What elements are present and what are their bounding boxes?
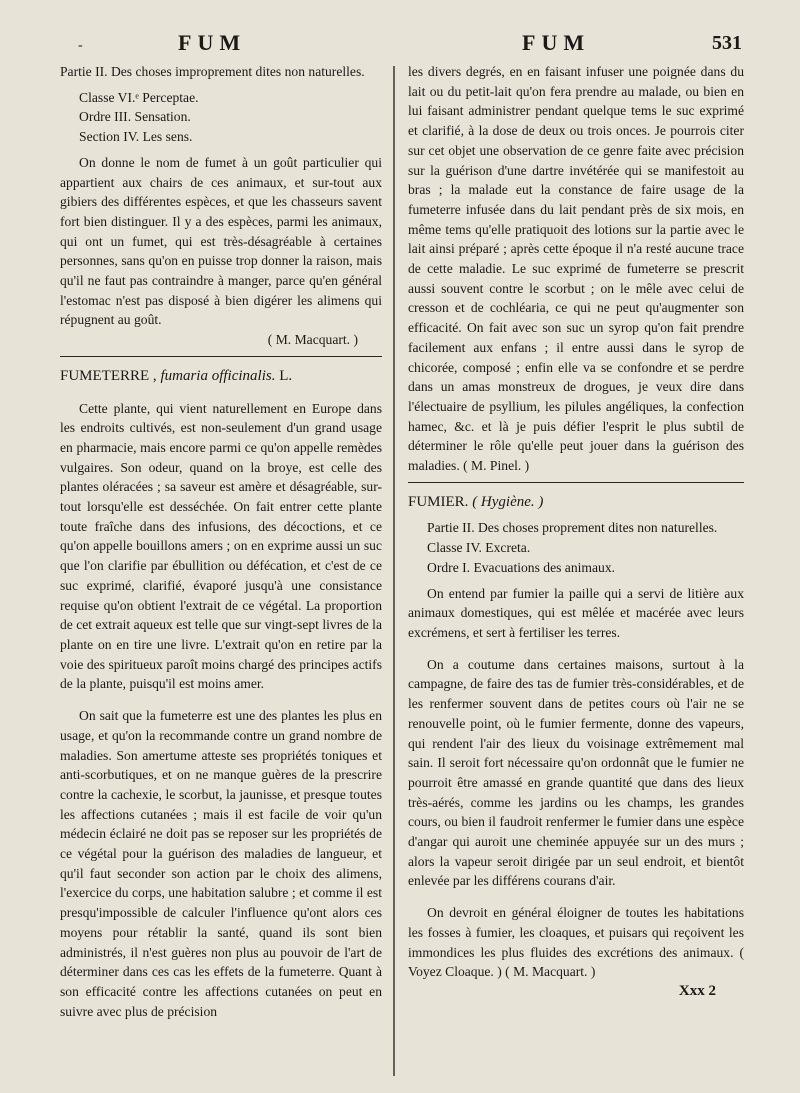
signature-mark: Xxx 2 <box>678 982 716 999</box>
page-number: 531 <box>712 32 742 54</box>
fumet-paragraph: On donne le nom de fumet à un goût particulier qui appartient aux chairs de ces animaux, et sur-tout aux gibiers des différentes espèces, et que les chasseurs savent fort bien distinguer. Il y a des espèces, parmi les animaux, qui ont un fumet, qui est très-désagréable à certaines personnes, sans qu'on en puisse trop donner la raison, mais qu'il ne faut pas contraindre à manger, parce qu'en général l'estomac n'est pas disposé à bien digérer les alimens qui répugnent au goût. <box>60 154 382 328</box>
section-rule <box>60 356 382 357</box>
continuation-signature: ( M. Pinel. ) <box>463 458 530 474</box>
fumeterre-paragraph-2: On sait que la fumeterre est une des plantes les plus en usage, et qu'on la recommande contre un grand nombre de maladies. Son amertume atteste ses propriétés toniques et anti-scorbutiques, et on ne manque guères de la prescrire contre la cachexie, le scorbut, la jaunisse, et presque toutes les affections cutanées ; mais il est facile de voir qu'un médecin éclairé ne doit pas se reposer sur les propriétés de ce végétal pour la guérison des maladies de langueur, et qu'il faut seconder son action par le choix des alimens, l'exercice du corps, une habitation salubre ; et comme il est presqu'impossible de calculer l'influence qu'ont alors ces moyens pour rétablir la santé, quand ils sont bien administrés, il n'est guères non plus au pouvoir de l'art de déterminer dans ces cas les effets de la fumeterre. Quant à son efficacité contre les affections cutanées on peut en suivre avec plus de précision <box>60 708 382 1019</box>
continuation-paragraph <box>408 62 744 476</box>
classe-line-right: Classe IV. Excreta. <box>427 540 531 556</box>
ordre-line-right: Ordre I. Evacuations des animaux. <box>427 559 616 575</box>
right-column <box>408 62 744 1002</box>
corner-mark: - <box>78 38 83 53</box>
column-divider <box>393 66 395 1076</box>
running-head-left: FUM <box>178 30 247 55</box>
fumeterre-title: FUMETERRE , <box>60 367 157 384</box>
fumier-paragraph-3: On devroit en général éloigner de toutes les habitations les fosses à fumier, les cloaques, et puisars qui reçoivent les immondices les plus fluides des excrétions des animaux. ( Voyez Cloaque. ) ( M. Macquart. ) <box>408 905 744 980</box>
fumeterre-author: L. <box>279 367 293 384</box>
section-rule-right <box>408 482 744 483</box>
partie-line-right: Partie II. Des choses proprement dites non naturelles. <box>427 520 718 536</box>
fumet-signature: ( M. Macquart. ) <box>267 332 358 348</box>
section-line: Section IV. Les sens. <box>79 129 193 145</box>
classe-line: Classe VI.ᵉ Perceptae. <box>79 89 199 105</box>
continuation-text: les divers degrés, en en faisant infuser une poignée dans du lait ou du petit-lait qu'on fera prendre au malade, ou bien en lui faisant administrer pendant quelque tems le suc exprimé et clarifié, à la dose de deux ou trois onces. Je pourrois citer sur cet objet une observation de ce genre faite avec précision sur la guérison d'une dartre invétérée qui se manifestoit au bras ; la malade eut la constance de faire usage de la fumeterre infusée dans du lait pendant près de six mois, en même tems qu'elle pratiquoit des lotions sur la partie avec le lait ainsi préparé ; après cette époque il n'a resté aucune trace de cette maladie. Le suc exprimé de fumeterre se prescrit aussi souvent contre le scorbut ; on le mêle avec celui de cresson et de cochléaria, ce qui ne peut qu'augmenter son efficacité. On fait avec son suc un syrop qu'on fait prendre facilement aux enfans ; il entre aussi dans le syrop de chicorée, composé ; enfin elle va se confondre et se perdre dans un amas monstreux de drogues, je veux dire dans l'électuaire de psyllium, les pilules angéliques, la confection hamec, &c. et là je puis défier l'esprit le plus subtil de déterminer le rôle qu'elle peut jouer dans la guérison des maladies. <box>408 64 744 474</box>
fumeterre-paragraph-1: Cette plante, qui vient naturellement en Europe dans les endroits cultivés, est non-seulement d'un grand usage en pharmacie, mais encore parmi ce qu'on appelle remèdes vulgaires. Son odeur, quand on la broye, est celle des plantes oléracées ; sa saveur est amère et désagréable, sur-tout lorsqu'elle est desséchée. On fait entrer cette plante toute fraîche dans des infusions, des décoctions, et ce qu'on appelle bouillons amers ; on en exprime aussi un suc que l'on clarifie par ébullition ou défécation, et c'est de ce suc exprimé, clarifié, évaporé jusqu'à une consistance requise qu'on obtient l'extrait de ce végétal. La proportion de cet extrait aqueux est telle que sur vingt-sept livres de la plante on en tire une livre. L'extrait qu'on en retire par la voie des spiritueux paroît moins chargé des principes actifs de la plante, puisqu'il est moins amer. <box>60 400 382 692</box>
fumier-heading <box>408 493 744 513</box>
fumeterre-heading <box>60 367 382 387</box>
ordre-line: Ordre III. Sensation. <box>79 109 191 125</box>
left-column <box>60 62 382 1021</box>
running-head-right: FUM <box>522 30 591 55</box>
fumier-subtitle: ( Hygiène. ) <box>472 493 544 510</box>
partie-line: Partie II. Des choses improprement dites non naturelles. <box>60 64 365 79</box>
fumeterre-latin: fumaria officinalis. <box>160 367 276 384</box>
fumier-title: FUMIER. <box>408 493 469 510</box>
fumier-paragraph-1: On entend par fumier la paille qui a servi de litière aux animaux domestiques, qui est mêlée et macérée avec leurs excrémens, et sert à fertiliser les terres. <box>408 585 744 640</box>
fumier-paragraph-2: On a coutume dans certaines maisons, surtout à la campagne, de faire des tas de fumier très-considérables, et de les renfermer souvent dans de petites cours où l'air ne se renouvelle point, où le fumier fermente, donne des vapeurs, qui rendent l'air des lieux du voisinage extrêmement mal sain. Il seroit fort nécessaire qu'on ordonnât que le fumier ne pourroit être amassé en grande quantité que dans des lieux très-aérés, comme les jardins ou les champs, les grandes cours, ou bien il faudroit renfermer le fumier dans une espèce d'angar qui auroit une cheminée appuyée sur un des murs ; alors la vapeur seroit dirigée par un seul endroit, et bientôt enlevée par les différens courans d'air. <box>408 656 744 889</box>
